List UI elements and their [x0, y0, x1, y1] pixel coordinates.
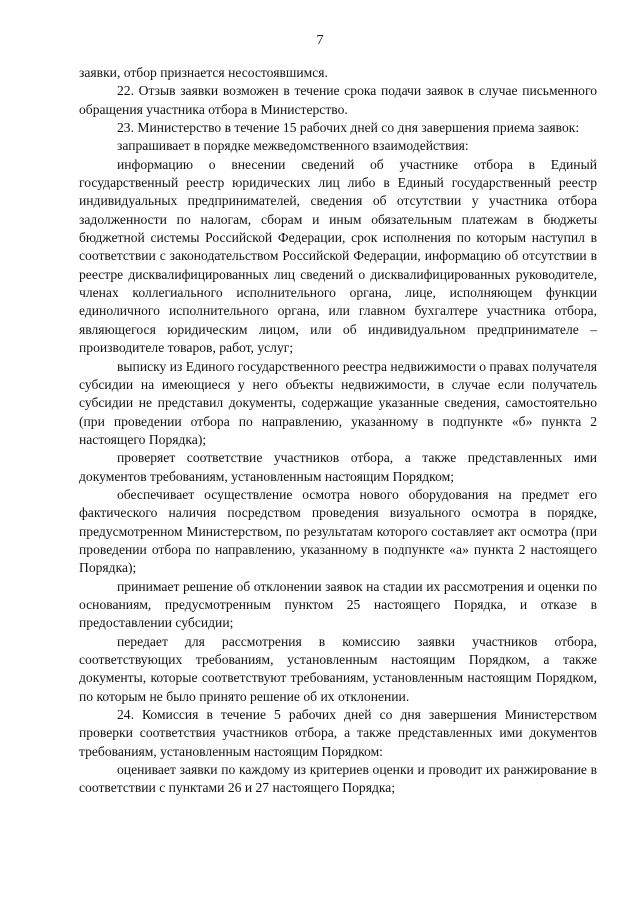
- paragraph-23-equipment-inspection: обеспечивает осуществление осмотра нового оборудования на предмет его фактического наличия посредством проведения визуального осмотра в порядке, предусмотренном Министерством, по результатам которого составляет акт осмотра (при проведении отбора по направлению, указанному в подпункте «а» пункта 2 настоящего Порядка);: [79, 486, 597, 576]
- paragraph-24-evaluation: оценивает заявки по каждому из критериев оценки и проводит их ранжирование в соответствии с пунктами 26 и 27 настоящего Порядка;: [79, 762, 597, 796]
- paragraph-23-check-compliance: проверяет соответствие участников отбора, а также представленных ими документов требованиям, установленным настоящим Порядком;: [79, 450, 597, 484]
- paragraph-23: 23. Министерство в течение 15 рабочих дней со дня завершения приема заявок:: [117, 120, 580, 136]
- page-number: 7: [316, 33, 324, 48]
- paragraph-23-real-estate-extract: выписку из Единого государственного реестра недвижимости о правах получателя субсидии на имеющиеся у него объекты недвижимости, в случае если получатель субсидии не представил документы, содержащие указанные сведения, самостоятельно (при проведении отбора по направлению, указанному в подпункте «б» пункта 2 настоящего Порядка);: [79, 358, 597, 447]
- paragraph-24: 24. Комиссия в течение 5 рабочих дней со дня завершения Министерством проверки соответствия участников отбора, а также представленных ими документов требованиям, установленным настоящим Порядком:: [79, 707, 597, 759]
- paragraph-22: 22. Отзыв заявки возможен в течение срока подачи заявок в случае письменного обращения участника отбора в Министерство.: [79, 83, 597, 117]
- paragraph-23-rejection-decision: принимает решение об отклонении заявок на стадии их рассмотрения и оценки по основаниям, предусмотренным пунктом 25 настоящего Порядка, и отказе в предоставлении субсидии;: [79, 578, 597, 631]
- paragraph-continuation: заявки, отбор признается несостоявшимся.: [79, 65, 328, 80]
- paragraph-23-registry-info: информацию о внесении сведений об участнике отбора в Единый государственный реестр юридических лиц либо в Единый государственный реестр индивидуальных предпринимателей, сведения об отсутствии у участника отбора задолженности по налогам, сборам и иным обязательным платежам в бюджеты бюджетной системы Российской Федерации, срок исполнения по которым наступил в соответствии с законодательством Российской Федерации, информацию об отсутствии в реестре дисквалифицированных лиц сведений о дисквалифицированных руководителе, членах коллегиального исполнительного органа, лице, исполняющем функции единоличного исполнительного органа, или главном бухгалтере участника отбора, являющегося юридическим лицом, или об индивидуальном предпринимателе – производителе товаров, работ, услуг;: [79, 156, 597, 356]
- paragraph-23-transfer-to-commission: передает для рассмотрения в комиссию заявки участников отбора, соответствующих требованиям, установленным настоящим Порядком, а также документы, которые соответствуют требованиям, установленным настоящим Порядком, по которым не было принято решение об их отклонении.: [79, 633, 597, 704]
- document-body: [79, 64, 597, 798]
- paragraph-23-request: запрашивает в порядке межведомственного взаимодействия:: [117, 138, 469, 154]
